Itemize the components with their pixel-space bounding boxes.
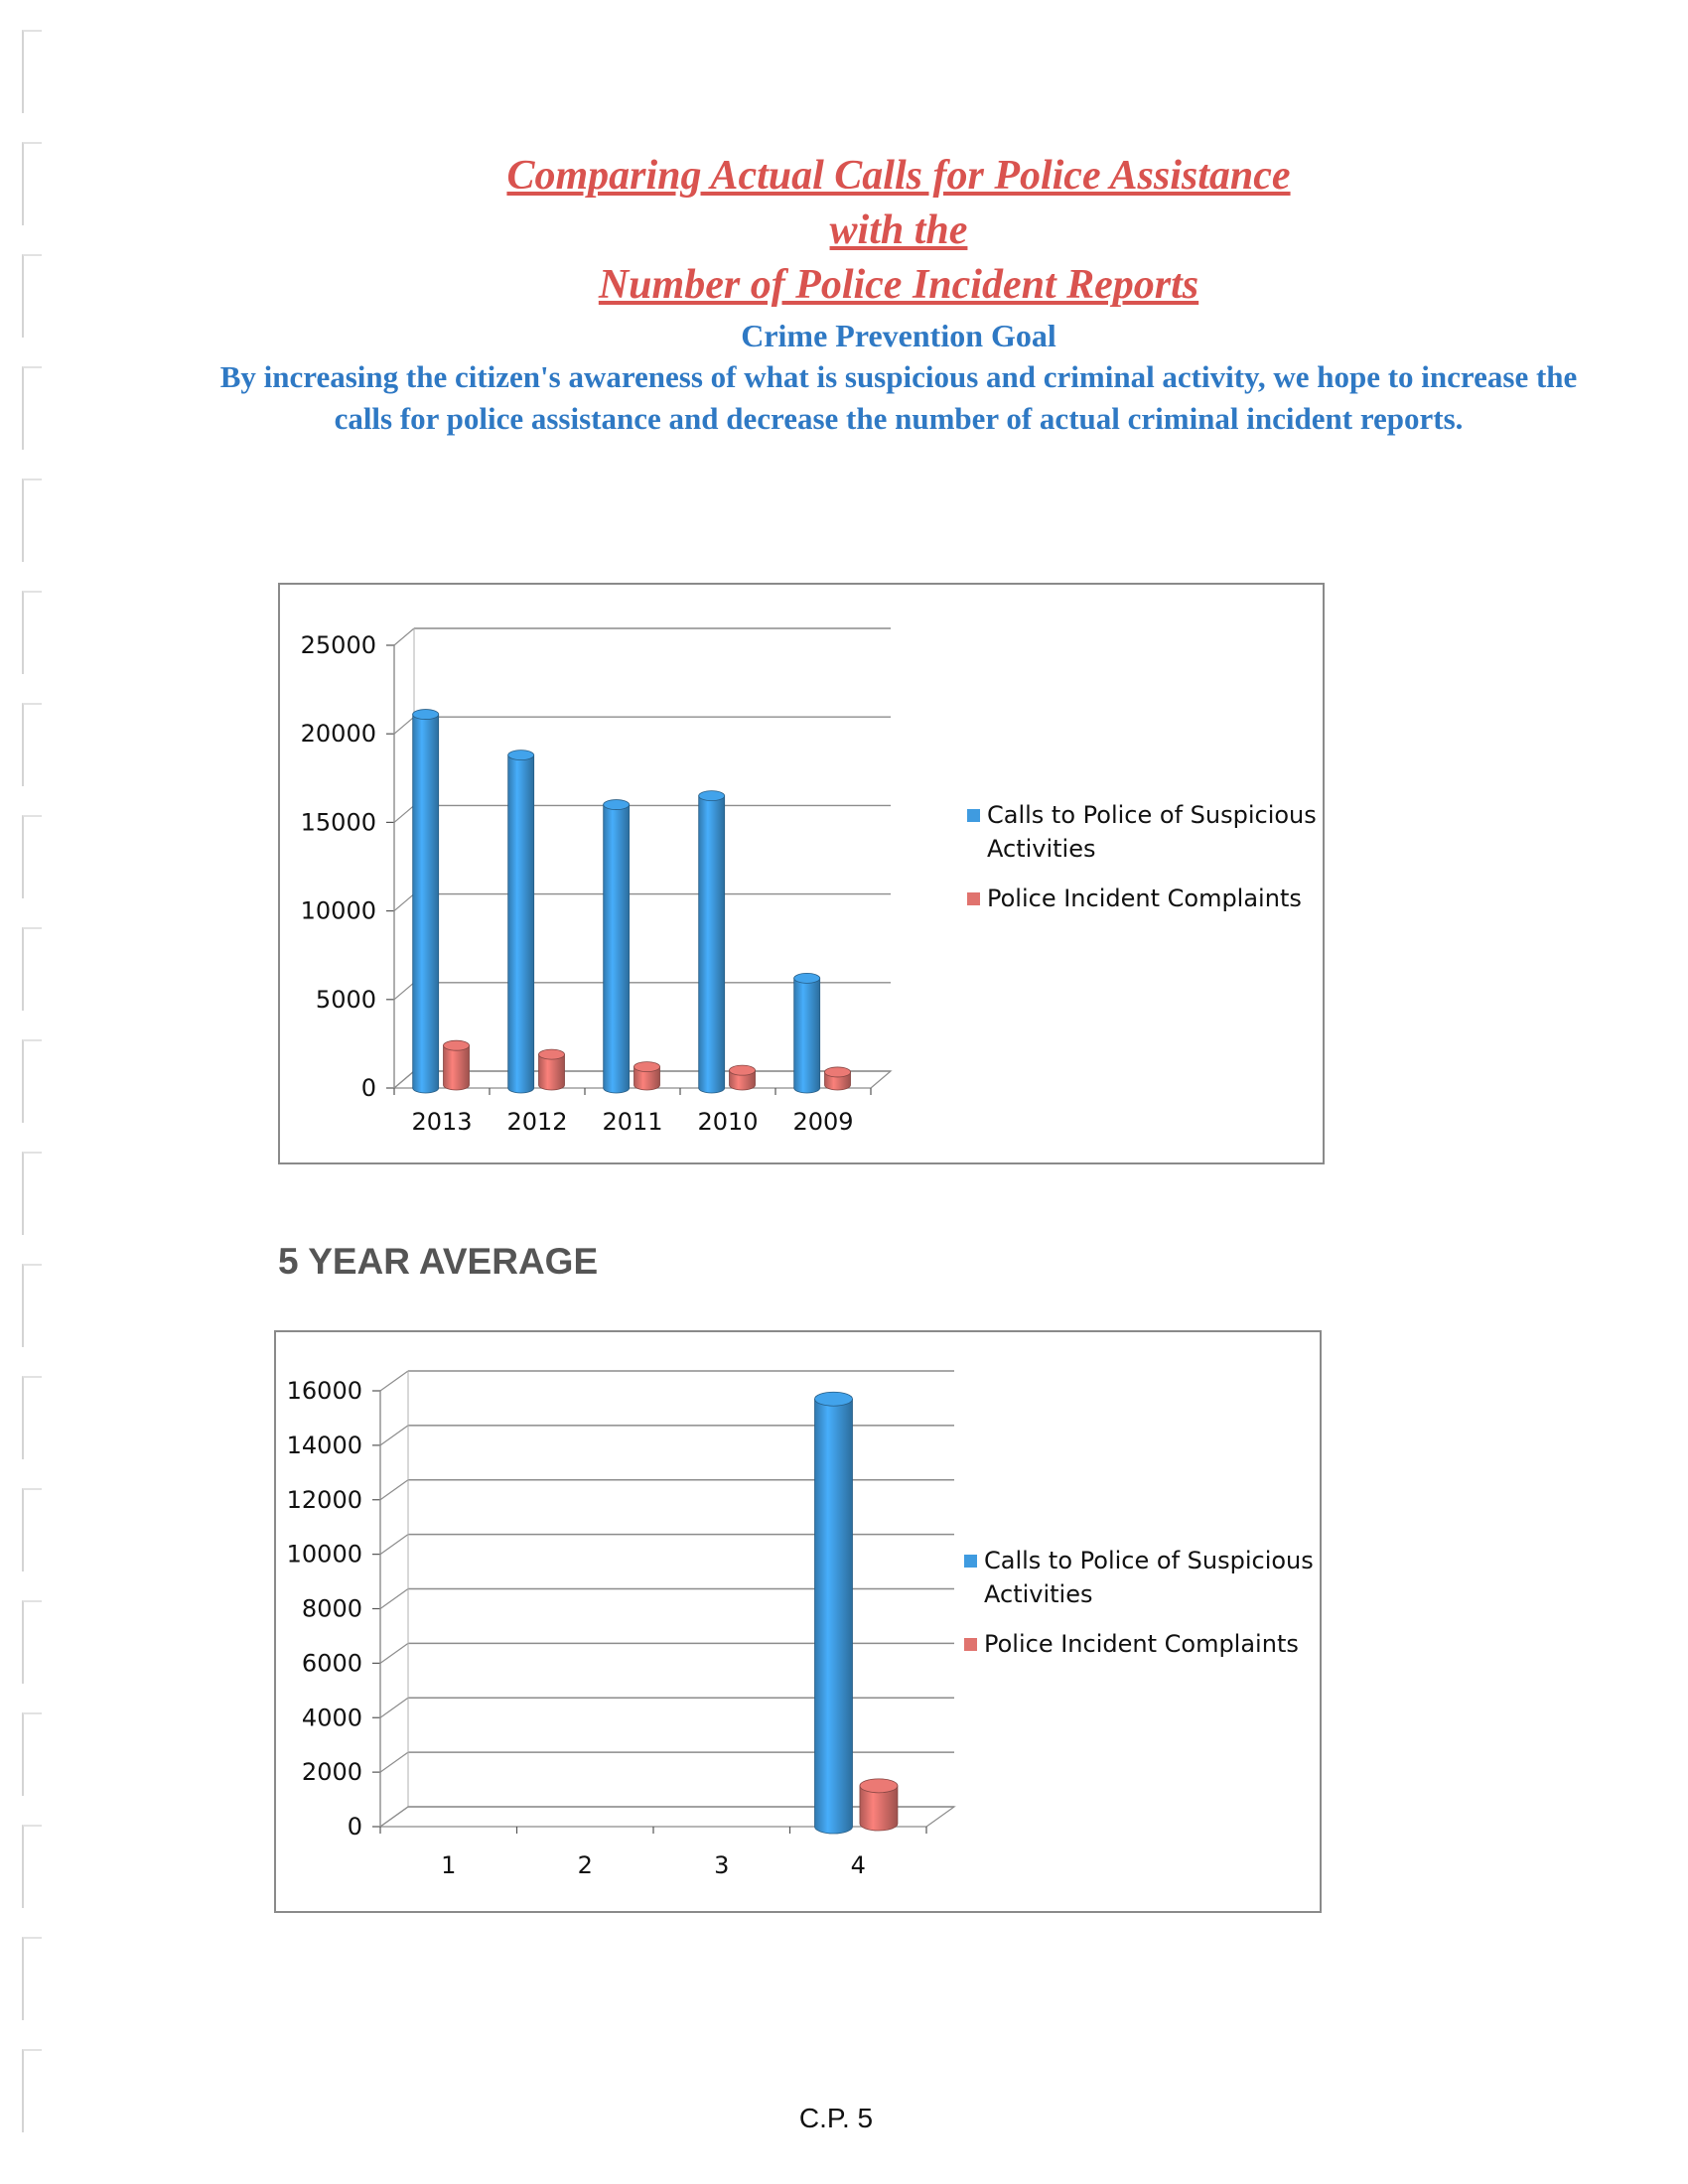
chart2-y-tick-label: 14000: [286, 1431, 362, 1459]
chart2-wall-gridline: [380, 1371, 408, 1391]
yearly-comparison-chart: [278, 583, 1325, 1164]
chart2-legend-calls-swatch: [964, 1555, 977, 1568]
binding-hole: [22, 1937, 42, 2020]
chart1-bar-calls-2011-cap: [604, 800, 630, 810]
chart2-y-tick-label: 8000: [301, 1594, 362, 1623]
chart1-legend-calls-label-1: Calls to Police of Suspicious: [987, 801, 1317, 829]
chart2-legend-calls-label-1: Calls to Police of Suspicious: [984, 1547, 1314, 1574]
chart1-bar-calls-2011: [604, 805, 630, 1093]
chart1-y-tick-label: 20000: [300, 720, 376, 749]
chart1-legend: [967, 798, 1325, 931]
chart1-x-tick-label: 2009: [792, 1108, 854, 1136]
chart1-x-tick-label: 2010: [697, 1108, 759, 1136]
chart2-y-tick-label: 2000: [301, 1758, 362, 1787]
chart2-legend-complaints: [964, 1627, 1322, 1661]
binding-hole: [22, 1152, 42, 1235]
chart1-bar-calls-2012: [508, 755, 534, 1093]
chart1-wall-gridline: [394, 894, 414, 911]
chart2-legend-complaints-swatch: [964, 1638, 977, 1651]
five-year-average-chart: [274, 1330, 1322, 1913]
chart2-y-tick-label: 10000: [286, 1540, 362, 1569]
chart1-x-tick-label: 2013: [411, 1108, 473, 1136]
binding-hole: [22, 1264, 42, 1347]
chart1-bar-complaints-2012-cap: [539, 1049, 565, 1059]
chart2-wall-gridline: [380, 1535, 408, 1555]
page-title-line-1: Comparing Actual Calls for Police Assistance: [506, 153, 1291, 199]
chart1-x-tick-label: 2011: [602, 1108, 663, 1136]
binding-hole: [22, 703, 42, 786]
chart1-x-tick-label: 2012: [506, 1108, 568, 1136]
chart2-wall-gridline: [380, 1643, 408, 1663]
chart1-bar-complaints-2010-cap: [730, 1065, 756, 1075]
binding-hole: [22, 815, 42, 898]
chart1-bar-complaints-2013-cap: [444, 1040, 470, 1050]
chart1-bar-calls-2010: [699, 796, 725, 1093]
binding-hole: [22, 1600, 42, 1684]
chart2-bar-calls-4: [815, 1399, 853, 1834]
chart2-bar-complaints-4-cap: [860, 1779, 898, 1793]
chart1-bar-complaints-2009-cap: [825, 1067, 851, 1077]
chart2-wall-gridline: [380, 1589, 408, 1609]
chart1-legend-complaints-swatch: [967, 892, 980, 905]
binding-hole: [22, 1376, 42, 1459]
chart2-wall-gridline: [380, 1752, 408, 1772]
chart2-legend-calls-label-2: Activities: [984, 1580, 1093, 1608]
page-header: [0, 149, 1688, 440]
chart2-wall-gridline: [380, 1426, 408, 1445]
chart1-y-tick-label: 25000: [300, 631, 376, 659]
chart1-legend-calls-swatch: [967, 809, 980, 822]
chart2-legend: [964, 1544, 1322, 1677]
chart1-legend-complaints-label: Police Incident Complaints: [987, 885, 1302, 912]
chart2-y-tick-label: 6000: [301, 1649, 362, 1678]
chart1-legend-complaints: [967, 882, 1325, 915]
chart1-y-tick-label: 15000: [300, 808, 376, 837]
five-year-average-heading: 5 YEAR AVERAGE: [278, 1241, 599, 1282]
chart2-legend-calls: [964, 1544, 1322, 1611]
chart2-y-tick-label: 16000: [286, 1377, 362, 1405]
chart1-bar-calls-2009-cap: [794, 973, 820, 983]
chart2-y-tick-label: 0: [347, 1813, 362, 1841]
chart2-x-tick-label: 4: [850, 1851, 866, 1879]
chart2-legend-complaints-label: Police Incident Complaints: [984, 1630, 1299, 1658]
chart1-bar-calls-2013-cap: [413, 710, 439, 720]
binding-hole: [22, 1039, 42, 1123]
goal-heading: Crime Prevention Goal: [741, 318, 1056, 353]
chart1-wall-gridline: [394, 805, 414, 822]
chart1-y-tick-label: 5000: [315, 985, 376, 1014]
chart1-y-tick-label: 0: [360, 1074, 376, 1102]
binding-hole: [22, 1825, 42, 1908]
binding-hole: [22, 927, 42, 1011]
chart2-bar-calls-4-cap: [815, 1392, 853, 1406]
chart2-y-tick-label: 4000: [301, 1704, 362, 1732]
page-title-line-2: with the: [829, 207, 968, 253]
chart1-bar-complaints-2013: [444, 1045, 470, 1090]
chart1-bar-calls-2010-cap: [699, 791, 725, 801]
chart2-x-tick-label: 1: [441, 1851, 457, 1879]
binding-hole: [22, 591, 42, 674]
chart1-legend-calls: [967, 798, 1325, 866]
chart1-bar-calls-2009: [794, 978, 820, 1093]
binding-hole: [22, 478, 42, 562]
chart1-bar-complaints-2011-cap: [634, 1062, 660, 1072]
chart1-wall-gridline: [394, 983, 414, 1000]
binding-hole: [22, 30, 42, 113]
chart1-bar-calls-2012-cap: [508, 751, 534, 760]
chart1-wall-gridline: [394, 717, 414, 734]
page-number: C.P. 5: [798, 2103, 874, 2133]
chart1-wall-gridline: [394, 628, 414, 645]
binding-hole: [22, 1488, 42, 1571]
chart1-legend-calls-label-2: Activities: [987, 835, 1096, 863]
chart2-wall-gridline: [380, 1698, 408, 1717]
chart1-y-tick-label: 10000: [300, 896, 376, 925]
binding-hole: [22, 1712, 42, 1796]
chart2-x-tick-label: 2: [577, 1851, 593, 1879]
chart2-wall-gridline: [380, 1480, 408, 1500]
page-title-line-3: Number of Police Incident Reports: [598, 262, 1199, 308]
chart1-bar-calls-2013: [413, 715, 439, 1093]
goal-text: By increasing the citizen's awareness of what is suspicious and criminal activity, we hope to increase the calls for police assistance and decrease the number of actual criminal incident reports.: [219, 359, 1578, 436]
chart2-x-tick-label: 3: [714, 1851, 730, 1879]
chart2-y-tick-label: 12000: [286, 1485, 362, 1514]
